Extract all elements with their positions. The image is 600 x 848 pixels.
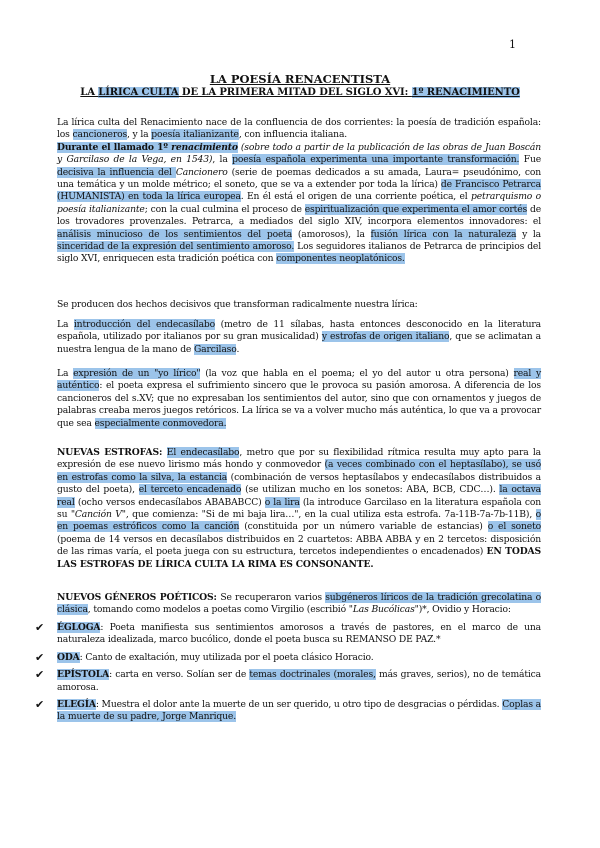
nuevos-generos-paragraph: NUEVOS GÉNEROS POÉTICOS: Se recuperaron varios subgéneros líricos de la tradición grecolatina o clásica, tomando como modelos a poetas como Virgilio (escribió "Las Bucólicas")*, Ovidio y Horacio: — [57, 592, 542, 616]
check-icon: ✔ — [35, 668, 45, 682]
hecho-yo-lirico: La expresión de un "yo lírico" (la voz que habla en el poema; el yo del autor u otra persona) real y auténtico: el poeta expresa el sufrimiento sincero que le provoca su pasión amorosa. A diferencia de los cancioneros del s.XV; que no expresaban los sentimientos del autor, sino que con ornamentos y juegos de palabras creaba meros juegos retóricos. La lírica se va a volver mucho más auténtica, lo que va a provocar que sea especialmente conmovedora. — [57, 368, 542, 429]
nuevas-estrofas-paragraph: NUEVAS ESTROFAS: El endecasílabo, metro que por su flexibilidad rítmica resulta muy apto para la expresión de ese nuevo lirismo más hondo y conmovedor (a veces combinado con el heptasílabo), se usó en estrofas como la silva, la estancia (combinación de versos heptasílabos y endecasílabos distribuidos a gusto del poeta), el terceto encadenado (se utilizan mucho en los sonetos: ABA, BCB, CDC…). la octava real (ocho versos endecasílabos ABABABCC) o la lira (la introduce Garcilaso en la literatura española con su "Canción V", que comienza: "Si de mi baja lira…", en la cual utiliza esta estrofa. 7a-11B-7a-7b-11B), o en poemas estróficos como la canción (constituida por un número variable de estancias) o el soneto (poema de 14 versos en decasílabos distribuidos en 2 cuartetos: ABBA ABBA y en 2 tercetos: disposición de las rimas varía, el poeta juega con su estructura, tercetos independientes o encadenados) EN TODAS LAS ESTROFAS DE LÍRICA CULTA LA RIMA ES CONSONANTE. — [57, 447, 542, 570]
page-title: LA POESÍA RENACENTISTA — [209, 72, 391, 86]
check-icon: ✔ — [35, 621, 45, 634]
page-subtitle: LA LÍRICA CULTA DE LA PRIMERA MITAD DEL SIGLO XVI: 1º RENACIMIENTO — [80, 87, 520, 98]
list-item-egloga: ✔ ÉGLOGA: Poeta manifiesta sus sentimientos amorosos a través de pastores, en el marco de una naturaleza idealizada, marco bucólico, donde el poeta busca su REMANSO DE PAZ.* — [35, 621, 541, 646]
list-item-elegia: ✔ ELEGÍA: Muestra el dolor ante la muerte de un ser querido, u otro tipo de desgracias o pérdidas. Coplas a la muerte de su padre, Jorge Manrique. — [35, 698, 541, 723]
hechos-intro: Se producen dos hechos decisivos que transforman radicalmente nuestra lírica: — [57, 299, 418, 310]
check-icon: ✔ — [35, 698, 45, 712]
check-icon: ✔ — [35, 650, 45, 664]
list-item-oda: ✔ ODA: Canto de exaltación, muy utilizada por el poeta clásico Horacio. — [35, 650, 374, 664]
page-number: 1 — [509, 38, 516, 51]
intro-paragraph: La lírica culta del Renacimiento nace de la confluencia de dos corrientes: la poesía de tradición española: los cancioneros, y la poesía italianizante, con influencia italiana. Durante el llamado 1º renacimiento (sobre todo a partir de la publicación de las obras de Juan Boscán y Garcilaso de la Vega, en 1543), la poesía española experimenta una importante transformación. Fue decisiva la influencia del Cancionero (serie de poemas dedicados a su amada, Laura= pseudónimo, con una temática y un molde métrico; el soneto, que se va a extender por toda la lírica) de Francisco Petrarca (HUMANISTA) en toda la lírica europea. En él está el origen de una corriente poética, el petrarquismo o poesía italianizante; con la cual culmina el proceso de espiritualización que experimenta el amor cortés de los trovadores provenzales. Petrarca, a mediados del siglo XIV, incorpora elementos innovadores: el análisis minucioso de los sentimientos del poeta (amorosos), la fusión lírica con la naturaleza y la sinceridad de la expresión del sentimiento amoroso. Los seguidores italianos de Petrarca de principios del siglo XVI, enriquecen esta tradición poética con componentes neoplatónicos. — [57, 117, 542, 265]
list-item-epistola: ✔ EPÍSTOLA: carta en verso. Solían ser de temas doctrinales (morales, más graves, serios), no de temática amorosa. — [35, 668, 541, 693]
hecho-endecasilabo: La introducción del endecasílabo (metro de 11 sílabas, hasta entonces desconocido en la literatura española, utilizado por italianos por su gran musicalidad) y estrofas de origen italiano, que se aclimatan a nuestra lengua de la mano de Garcilaso. — [57, 319, 542, 355]
generos-list — [35, 621, 541, 729]
